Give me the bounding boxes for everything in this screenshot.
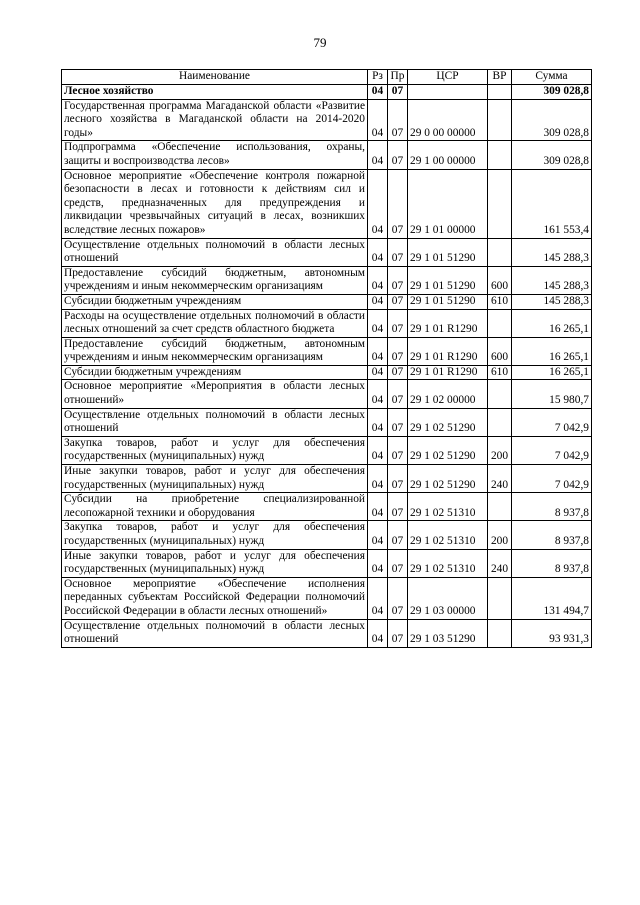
cell-csr: 29 1 01 R1290 <box>408 309 488 337</box>
table-row <box>62 294 592 309</box>
cell-vr <box>488 169 512 238</box>
cell-vr: 600 <box>488 337 512 365</box>
table-row <box>62 141 592 169</box>
cell-vr: 610 <box>488 294 512 309</box>
cell-name: Субсидии бюджетным учреждениям <box>62 294 368 309</box>
cell-name: Государственная программа Магаданской области «Развитие лесного хозяйства в Магаданской области на 2014-2020 годы» <box>62 99 368 141</box>
cell-sum: 145 288,3 <box>512 238 592 266</box>
cell-csr: 29 1 01 00000 <box>408 169 488 238</box>
cell-pr: 07 <box>388 337 408 365</box>
table-row <box>62 577 592 619</box>
table-row <box>62 380 592 408</box>
table-row <box>62 521 592 549</box>
cell-vr <box>488 619 512 647</box>
cell-name: Предоставление субсидий бюджетным, автономным учреждениям и иным некоммерческим организациям <box>62 266 368 294</box>
cell-rz: 04 <box>368 549 388 577</box>
header-vr: ВР <box>488 70 512 85</box>
cell-pr: 07 <box>388 380 408 408</box>
cell-csr <box>408 85 488 100</box>
cell-rz: 04 <box>368 408 388 436</box>
cell-rz: 04 <box>368 85 388 100</box>
cell-pr: 07 <box>388 309 408 337</box>
cell-pr: 07 <box>388 521 408 549</box>
cell-vr <box>488 380 512 408</box>
cell-pr: 07 <box>388 99 408 141</box>
cell-sum: 131 494,7 <box>512 577 592 619</box>
cell-name: Закупка товаров, работ и услуг для обеспечения государственных (муниципальных) нужд <box>62 521 368 549</box>
cell-rz: 04 <box>368 238 388 266</box>
cell-pr: 07 <box>388 294 408 309</box>
table-row <box>62 465 592 493</box>
cell-pr: 07 <box>388 85 408 100</box>
cell-name: Осуществление отдельных полномочий в области лесных отношений <box>62 238 368 266</box>
cell-csr: 29 1 02 51310 <box>408 493 488 521</box>
table-row <box>62 408 592 436</box>
cell-sum: 16 265,1 <box>512 309 592 337</box>
cell-vr: 200 <box>488 436 512 464</box>
cell-rz: 04 <box>368 99 388 141</box>
cell-vr <box>488 577 512 619</box>
cell-csr: 29 1 02 51310 <box>408 521 488 549</box>
cell-sum: 8 937,8 <box>512 549 592 577</box>
cell-vr <box>488 141 512 169</box>
cell-sum: 145 288,3 <box>512 294 592 309</box>
cell-sum: 161 553,4 <box>512 169 592 238</box>
cell-rz: 04 <box>368 365 388 380</box>
cell-vr <box>488 309 512 337</box>
cell-name: Расходы на осуществление отдельных полномочий в области лесных отношений за счет средств областного бюджета <box>62 309 368 337</box>
cell-sum: 309 028,8 <box>512 141 592 169</box>
cell-vr: 240 <box>488 549 512 577</box>
cell-sum: 8 937,8 <box>512 521 592 549</box>
table-row <box>62 619 592 647</box>
cell-name: Иные закупки товаров, работ и услуг для обеспечения государственных (муниципальных) нужд <box>62 549 368 577</box>
cell-pr: 07 <box>388 238 408 266</box>
cell-pr: 07 <box>388 408 408 436</box>
cell-sum: 7 042,9 <box>512 465 592 493</box>
cell-sum: 16 265,1 <box>512 365 592 380</box>
table-row <box>62 337 592 365</box>
cell-csr: 29 1 03 00000 <box>408 577 488 619</box>
cell-pr: 07 <box>388 365 408 380</box>
table-row <box>62 85 592 100</box>
header-csr: ЦСР <box>408 70 488 85</box>
cell-pr: 07 <box>388 436 408 464</box>
cell-vr <box>488 85 512 100</box>
cell-name: Субсидии бюджетным учреждениям <box>62 365 368 380</box>
cell-rz: 04 <box>368 169 388 238</box>
cell-csr: 29 1 02 51290 <box>408 408 488 436</box>
cell-rz: 04 <box>368 436 388 464</box>
cell-name: Предоставление субсидий бюджетным, автономным учреждениям и иным некоммерческим организациям <box>62 337 368 365</box>
cell-sum: 309 028,8 <box>512 99 592 141</box>
table-row <box>62 99 592 141</box>
cell-sum: 8 937,8 <box>512 493 592 521</box>
cell-rz: 04 <box>368 577 388 619</box>
cell-csr: 29 1 00 00000 <box>408 141 488 169</box>
cell-name: Подпрограмма «Обеспечение использования, охраны, защиты и воспроизводства лесов» <box>62 141 368 169</box>
cell-pr: 07 <box>388 266 408 294</box>
cell-sum: 16 265,1 <box>512 337 592 365</box>
header-name: Наименование <box>62 70 368 85</box>
table-row <box>62 365 592 380</box>
cell-name: Осуществление отдельных полномочий в области лесных отношений <box>62 408 368 436</box>
cell-vr <box>488 493 512 521</box>
cell-sum: 309 028,8 <box>512 85 592 100</box>
table-row <box>62 549 592 577</box>
cell-name: Иные закупки товаров, работ и услуг для обеспечения государственных (муниципальных) нужд <box>62 465 368 493</box>
page-number: 79 <box>313 35 327 50</box>
cell-pr: 07 <box>388 465 408 493</box>
cell-vr: 200 <box>488 521 512 549</box>
cell-sum: 7 042,9 <box>512 408 592 436</box>
cell-name: Основное мероприятие «Обеспечение исполнения переданных субъектам Российской Федерации полномочий Российской Федерации в области лесных отношений» <box>62 577 368 619</box>
cell-name: Основное мероприятие «Мероприятия в области лесных отношений» <box>62 380 368 408</box>
cell-sum: 145 288,3 <box>512 266 592 294</box>
table-row <box>62 436 592 464</box>
header-sum: Сумма <box>512 70 592 85</box>
cell-vr: 610 <box>488 365 512 380</box>
table-row <box>62 309 592 337</box>
cell-csr: 29 1 02 00000 <box>408 380 488 408</box>
header-rz: Рз <box>368 70 388 85</box>
cell-name: Осуществление отдельных полномочий в области лесных отношений <box>62 619 368 647</box>
cell-vr <box>488 99 512 141</box>
cell-pr: 07 <box>388 549 408 577</box>
cell-rz: 04 <box>368 465 388 493</box>
cell-csr: 29 1 02 51310 <box>408 549 488 577</box>
cell-pr: 07 <box>388 619 408 647</box>
cell-vr <box>488 408 512 436</box>
cell-vr: 600 <box>488 266 512 294</box>
cell-rz: 04 <box>368 619 388 647</box>
cell-pr: 07 <box>388 169 408 238</box>
cell-sum: 7 042,9 <box>512 436 592 464</box>
cell-rz: 04 <box>368 141 388 169</box>
cell-csr: 29 1 02 51290 <box>408 465 488 493</box>
cell-rz: 04 <box>368 266 388 294</box>
cell-rz: 04 <box>368 493 388 521</box>
cell-sum: 93 931,3 <box>512 619 592 647</box>
cell-rz: 04 <box>368 521 388 549</box>
cell-csr: 29 1 03 51290 <box>408 619 488 647</box>
cell-csr: 29 1 02 51290 <box>408 436 488 464</box>
cell-name: Основное мероприятие «Обеспечение контроля пожарной безопасности в лесах и готовности к действиям сил и средств, предназначенных для предупреждения и ликвидации чрезвычайных ситуаций в лесах, возникших вследствие лесных пожаров» <box>62 169 368 238</box>
table-header-row <box>62 70 592 85</box>
cell-vr <box>488 238 512 266</box>
cell-vr: 240 <box>488 465 512 493</box>
cell-sum: 15 980,7 <box>512 380 592 408</box>
cell-pr: 07 <box>388 141 408 169</box>
table-row <box>62 169 592 238</box>
budget-table <box>61 69 592 648</box>
cell-rz: 04 <box>368 337 388 365</box>
header-pr: Пр <box>388 70 408 85</box>
cell-name: Лесное хозяйство <box>62 85 368 100</box>
cell-csr: 29 1 01 R1290 <box>408 337 488 365</box>
cell-pr: 07 <box>388 577 408 619</box>
cell-rz: 04 <box>368 294 388 309</box>
cell-pr: 07 <box>388 493 408 521</box>
table-row <box>62 266 592 294</box>
cell-name: Закупка товаров, работ и услуг для обеспечения государственных (муниципальных) нужд <box>62 436 368 464</box>
cell-rz: 04 <box>368 380 388 408</box>
cell-csr: 29 0 00 00000 <box>408 99 488 141</box>
cell-rz: 04 <box>368 309 388 337</box>
cell-csr: 29 1 01 51290 <box>408 266 488 294</box>
table-row <box>62 493 592 521</box>
cell-name: Субсидии на приобретение специализированной лесопожарной техники и оборудования <box>62 493 368 521</box>
cell-csr: 29 1 01 51290 <box>408 294 488 309</box>
cell-csr: 29 1 01 R1290 <box>408 365 488 380</box>
table-row <box>62 238 592 266</box>
cell-csr: 29 1 01 51290 <box>408 238 488 266</box>
